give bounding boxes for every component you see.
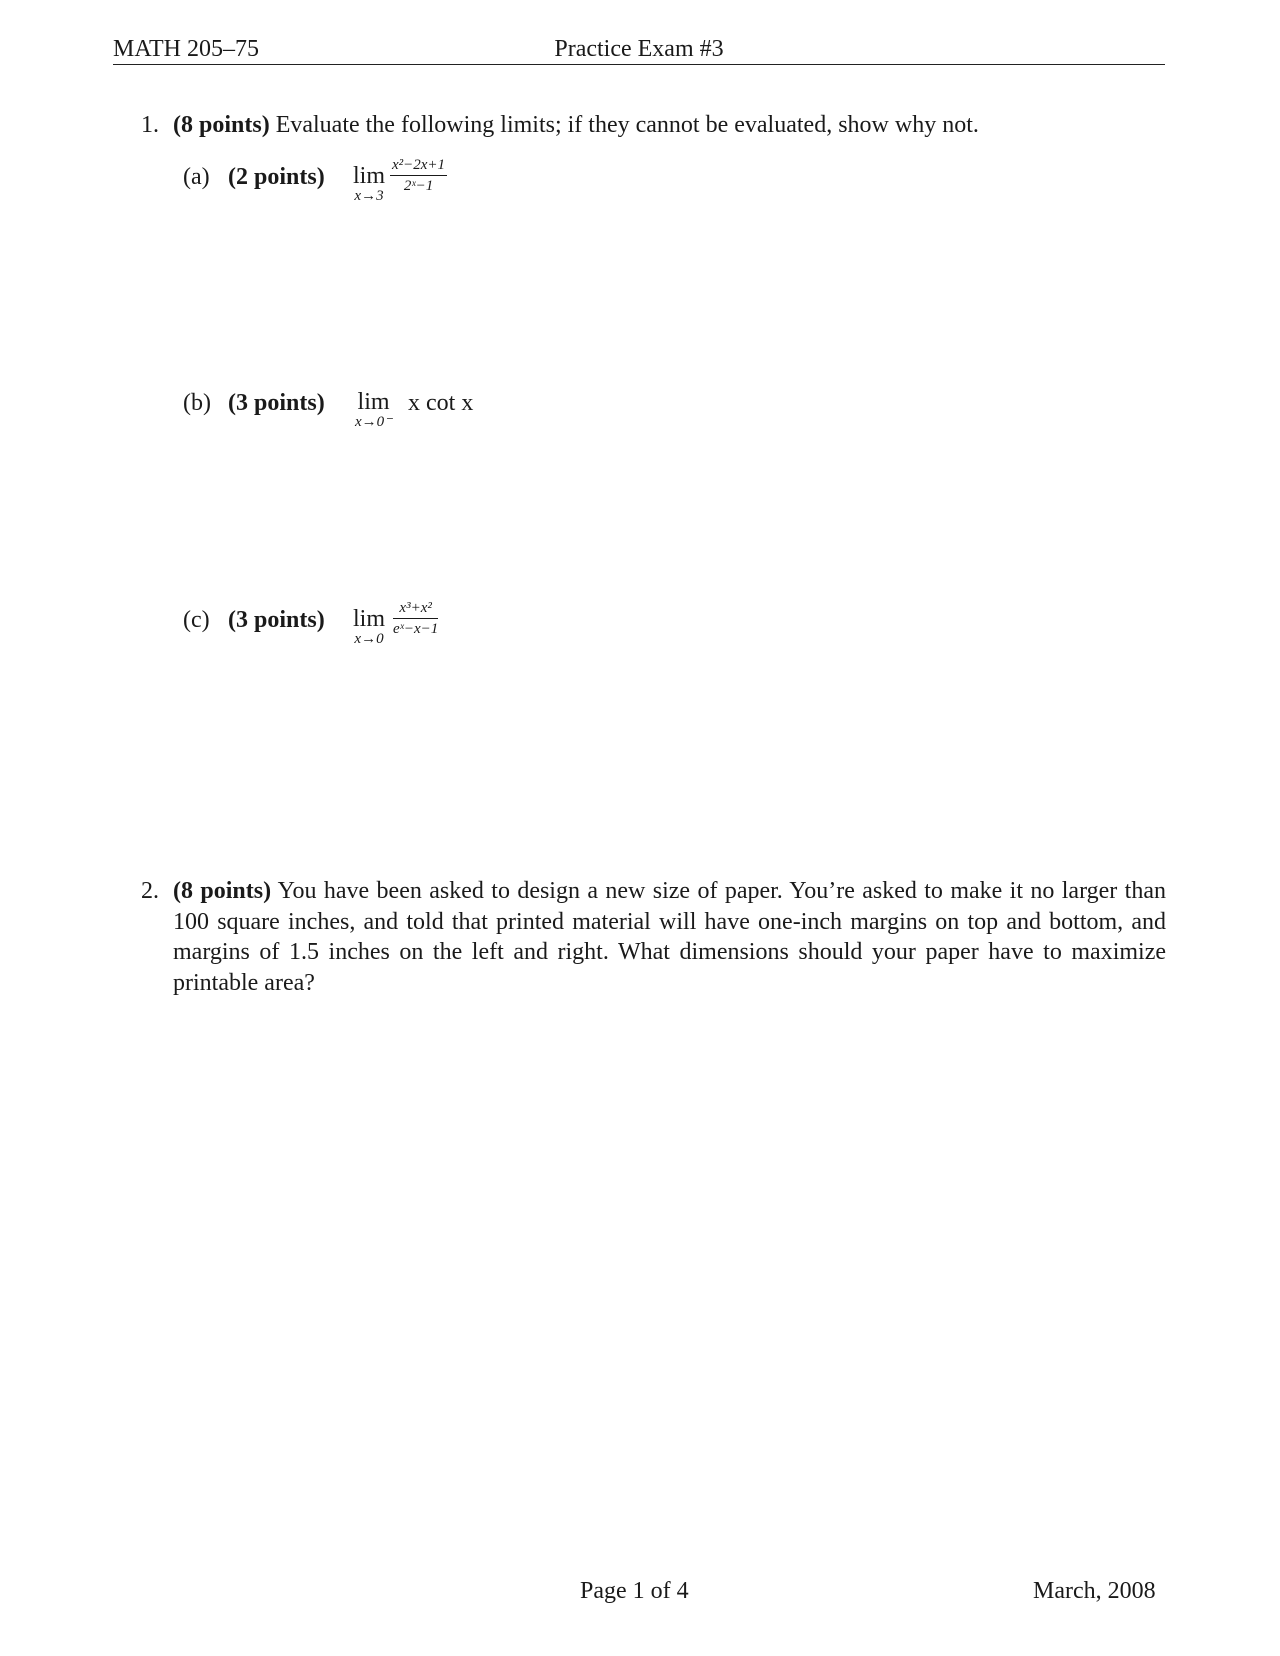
part-points: (3 points) xyxy=(228,607,325,633)
limit-operator xyxy=(353,164,385,204)
limit-operator xyxy=(355,390,392,430)
limit-operator xyxy=(353,607,385,647)
limit-expression: x cot x xyxy=(408,390,474,416)
part-label: (b) xyxy=(183,390,211,416)
lim-subscript: x→3 xyxy=(354,188,384,204)
fraction-numerator: x²−2x+1 xyxy=(390,156,447,176)
part-label: (c) xyxy=(183,607,210,633)
question-number: 2. xyxy=(141,878,159,904)
part-a xyxy=(183,152,483,208)
limit-fraction xyxy=(390,156,447,195)
question-1 xyxy=(141,110,1166,142)
lim-subscript: x→0 xyxy=(354,631,384,647)
fraction-numerator: x³+x² xyxy=(393,599,438,619)
fraction-denominator: eˣ−x−1 xyxy=(393,621,439,637)
course-code: MATH 205–75 xyxy=(113,36,260,62)
lim-word: lim xyxy=(353,606,386,632)
exam-title: Practice Exam #3 xyxy=(554,36,724,62)
part-points: (2 points) xyxy=(228,164,325,190)
question-points: (8 points) xyxy=(173,112,270,138)
part-points: (3 points) xyxy=(228,390,325,416)
part-b xyxy=(183,378,503,434)
part-label: (a) xyxy=(183,164,210,190)
lim-subscript: x→0⁻ xyxy=(355,414,393,430)
part-c xyxy=(183,595,483,651)
limit-fraction xyxy=(393,599,438,638)
page-number: Page 1 of 4 xyxy=(580,1578,689,1604)
page-header xyxy=(113,30,1165,65)
lim-word: lim xyxy=(353,163,386,189)
fraction-denominator: 2ˣ−1 xyxy=(403,178,434,194)
question-text: You have been asked to design a new size of paper. You’re asked to make it no larger than 100 square inches, and told that printed material will have one-inch margins on top and bottom, and margins of 1.5 inches on the left and right. What dimensions should your paper have to maximize printable area? xyxy=(173,878,1166,996)
footer-date: March, 2008 xyxy=(1033,1578,1156,1604)
question-points: (8 points) xyxy=(173,878,272,904)
question-prompt: Evaluate the following limits; if they cannot be evaluated, show why not. xyxy=(275,112,979,138)
question-number: 1. xyxy=(141,112,159,138)
question-2 xyxy=(141,876,1166,1006)
lim-word: lim xyxy=(357,389,390,415)
